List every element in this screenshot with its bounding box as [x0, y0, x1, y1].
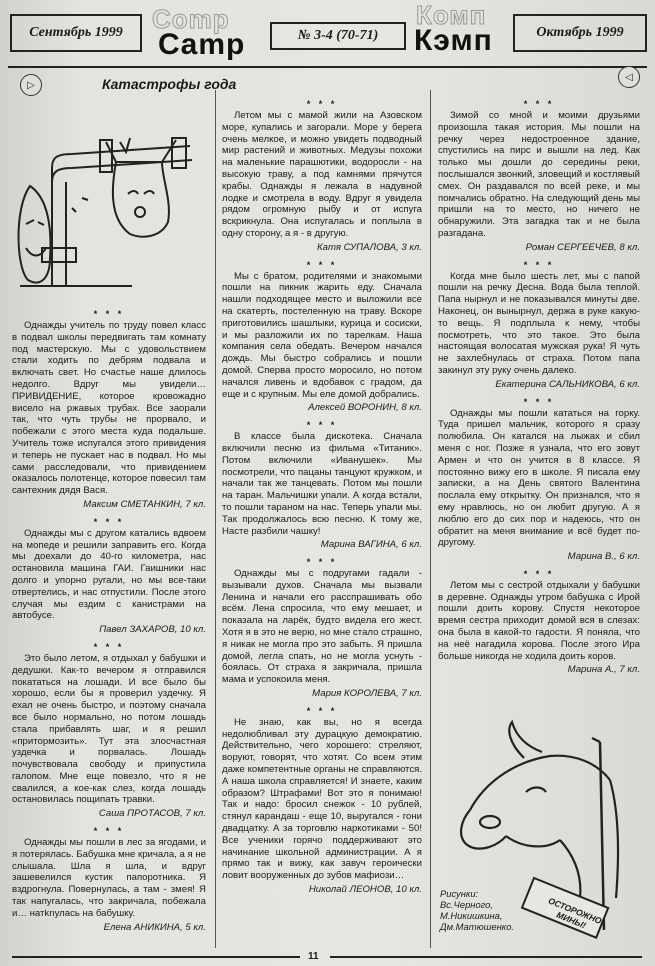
- masthead-rule: [8, 66, 647, 68]
- story-author: Мария КОРОЛЕВА, 7 кл.: [312, 688, 422, 700]
- separator: * * *: [523, 99, 555, 109]
- logo-cyrillic: Кэмп: [414, 24, 493, 57]
- story-text: Летом мы с мамой жили на Азовском море, купались и загорали. Море у берега очень мелкое, и можно увидеть подводный мир растений и животных. Медузы похожи на маленькие парашютики, водоросли - на высокую траву, а под камнями прячутся крабы. Однажды я лежала в надувной лодке и смотрела в воду. Вдруг я увидела рядом огромную рыбу и от испуга вскрикнула. Она испугалась и поплыла в одну сторону, а я - в другую.: [222, 110, 422, 239]
- column-1: [12, 304, 206, 939]
- story-author: Марина А., 7 кл.: [567, 664, 640, 676]
- story-author: Павел ЗАХАРОВ, 10 кл.: [99, 624, 206, 636]
- section-title: Катастрофы года: [102, 76, 237, 92]
- story-text: Зимой со мной и моими друзьями произошла такая история. Мы пошли на речку через недостроенное здание, спустились на пирс и вышли на лед. Как только мы дошли до середины реки, послышался звонкий, зловещий и костлявый смех. Он раздавался по всей реке, и мы помчались обратно. На следующий день мы пришли на то место, но ничего не обнаружили. Эта загадка так и не была разгадана.: [438, 110, 640, 239]
- story-author: Алексей ВОРОНИН, 8 кл.: [308, 402, 422, 414]
- separator: * * *: [93, 309, 125, 319]
- logo-latin: Camp: [158, 28, 246, 61]
- story-author: Роман СЕРГЕЕЧЕВ, 8 кл.: [525, 241, 640, 253]
- separator: * * *: [523, 259, 555, 270]
- credits-line: Дм.Матюшенко.: [440, 921, 515, 932]
- separator: * * *: [306, 259, 338, 270]
- separator: * * *: [93, 641, 125, 652]
- date-left: Сентябрь 1999: [10, 14, 142, 52]
- column-divider: [430, 90, 431, 948]
- separator: * * *: [306, 705, 338, 716]
- credits-line: Вс.Черного,: [440, 899, 493, 910]
- next-page-icon[interactable]: ◁: [618, 66, 640, 88]
- column-divider: [215, 90, 216, 948]
- story-author: Елена АНИКИНА, 5 кл.: [103, 921, 206, 933]
- footer-rule-right: [330, 956, 642, 958]
- separator: * * *: [306, 557, 338, 568]
- story-text: Когда мне было шесть лет, мы с папой пошли на речку Десна. Вода была теплой. Папа нырнул и не показывался минуты две. Наконец, он вынырнул, держа в руке какую-то вещь. Я подплыла к нему, чтобы посмотреть, что это такое. Это была настоящая волосатая мужская рука! Я чуть не захлебнулась от страха. Потом папа закинул эту руку очень далеко.: [438, 270, 640, 376]
- page-number: 11: [308, 951, 319, 962]
- footer-rule-left: [12, 956, 300, 958]
- date-right: Октябрь 1999: [513, 14, 647, 52]
- story-text: Это было летом, я отдыхал у бабушки и дедушки. Как-то вечером я отправился покататься на лошади. И все было бы хорошо, если бы я проверил уздечку. Я ехал не очень быстро, и поэтому сначала все было нормально, но потом лошадь стала прибавлять шаг, и я решил «притормозить». Тут эта злосчастная уздечка и порвалась. Лошадь почувствовала свободу и припустила галопом. Мне еще повезло, что я не свалился, а кое-как слез, когда лошадь остановилась пощипать травки.: [12, 652, 206, 806]
- separator: * * *: [306, 99, 338, 109]
- separator: * * *: [523, 396, 555, 407]
- masthead: [8, 0, 647, 66]
- story-text: Однажды учитель по труду повел класс в подвал школы передвигать там комнату под мастерскую. Мы с удовольствием стали ходить по дебрям подвала и включать свет. Но счастье наше длилось недолго. Вдруг мы увидели… ПРИВИДЕНИЕ, которое кровожадно висело на ржавых трубах. Все заорали так, что чуть трубы не прорвало, и побежали с этого места куда подальше. Учитель тоже испугался этого привидения и теперь не пускает нас в подвал. Но мы сами расследовали, что привидением оказалось полотенце, которое повесил там сантехник дядя Вася.: [12, 320, 206, 497]
- story-author: Марина В., 6 кл.: [567, 551, 640, 563]
- prev-page-icon[interactable]: ▷: [20, 74, 42, 96]
- story-text: Однажды мы пошли кататься на горку. Туда пришел мальчик, которого я сразу полюбила. Он катался на лыжах и сбил меня с ног. Позже я узнала, что его зовут Армен и что он учится в 8 классе. Я постоянно вижу его в школе. Я писала ему записки, а на День святого Валентина послала ему открытку. Он признался, что я ему нравлюсь, но он любит другую. А я люблю его до сих пор и надеюсь, что он обратит на меня внимание и всё будет по-другому.: [438, 407, 640, 549]
- issue-number: № 3-4 (70-71): [270, 22, 406, 50]
- ghost-logo-cyrillic: Комп: [416, 0, 487, 30]
- story-text: Летом мы с сестрой отдыхали у бабушки в деревне. Однажды утром бабушка с Ирой пошли доить корову. Спустя некоторое время сестра приходит домой вся в слезах: она была в какой-то гадости. Я поняла, что на неё нагадила корова. После этого Ира больше никогда не ходила доить коров.: [438, 579, 640, 662]
- story-text: В классе была дискотека. Сначала включили песню из фильма «Титаник». Потом включили «Иванушек». Мы посмотрели, что пацаны танцуют кружком, и начали так же танцевать. Потом мы пошли на таран. Мальчишки упали. А когда встали, то пошли тараном на нас. Теперь упали мы. Так продолжалось всю песню. К тому же, Насте разбили чашку!: [222, 431, 422, 537]
- column-2: [222, 94, 422, 902]
- ghost-logo-latin: Comp: [152, 4, 230, 34]
- separator: * * *: [523, 568, 555, 579]
- separator: * * *: [306, 420, 338, 431]
- credits-line: М.Никишкина,: [440, 910, 503, 921]
- story-text: Однажды мы с другом катались вдвоем на мопеде и решили заправить его. Когда мы доехали до 40-го километра, нас остановила машина ГАИ. Гаишники нас долго и упорно ругали, но мы все-таки отвертелись, и нас отпустили. После этого случая мы ездим с канистрами на автобусе.: [12, 527, 206, 622]
- column-3: [438, 94, 640, 682]
- story-text: Не знаю, как вы, но я всегда недолюбливал эту дурацкую демократию. Действительно, чего хорошего: стреляют, воруют, говорят, что хотят. Со всем этим даже компетентные органы не справляются. А наша школа справляется! И знаете, каким образом? Штрафами! Вот это я понимаю! Так и надо: бросил снежок - 10 рублей, стянул карандаш - еще 10, выругался - гони двадцатку. А за торговлю наркотиками - 50! Все ученики горячо поддерживают это начинание школьной администрации. А я прямо так и вижу, как завуч героически ловит вооруженных до зубов мафиози…: [222, 716, 422, 882]
- story-author: Николай ЛЕОНОВ, 10 кл.: [308, 884, 422, 896]
- story-author: Катя СУПАЛОВА, 3 кл.: [317, 241, 422, 253]
- story-author: Марина ВАГИНА, 6 кл.: [320, 539, 422, 551]
- story-author: Максим СМЕТАНКИН, 7 кл.: [83, 498, 206, 510]
- separator: * * *: [93, 516, 125, 527]
- ghost-towel-illustration: [12, 98, 208, 296]
- illustration-credits: [440, 888, 514, 932]
- credits-line: Рисунки:: [440, 888, 479, 899]
- separator: * * *: [93, 826, 125, 837]
- story-author: Екатерина САЛЬНИКОВА, 6 кл.: [495, 378, 640, 390]
- story-text: Мы с братом, родителями и знакомыми пошли на пикник жарить еду. Сначала нашли подходящее место и выложили все на скатерть, постеленную на траву. Вскоре приготовились шашлыки, курица и сосиски, и мы разложили их по тарелкам. Наша компания села обедать. Вечером начался дождь. Мы быстро собрались и пошли домой. Сперва просто моросило, но потом начался ливень и вдобавок с градом, да еще и с крупным. Мы еле домой добрались.: [222, 270, 422, 400]
- warning-sign-text: ОСТОРОЖНО МИНЫ!: [546, 895, 604, 931]
- story-text: Однажды мы пошли в лес за ягодами, и я потерялась. Бабушка мне кричала, а я не слышала. Шла я шла, и вдруг зашевелился кустик папоротника. Я вздрогнула. Повернулась, а там - змея! Я так напугалась, что закричала, побежала и… натknулась на бабушку.: [12, 837, 206, 919]
- story-author: Саша ПРОТАСОВ, 7 кл.: [98, 808, 206, 820]
- story-text: Однажды мы с подругами гадали - вызывали духов. Сначала мы вызвали Ленина и начали его расспрашивать обо всём. Лена спросила, что ему мешает, и показала на ларёк, будто видела его жест. Хотя я в это не верю, но мне стало страшно, я никак не могла про это забыть. Я пришла домой, легла спать, но не могла уснуть - боялась. От страха я закричала, пришла мама и успокоила меня.: [222, 568, 422, 686]
